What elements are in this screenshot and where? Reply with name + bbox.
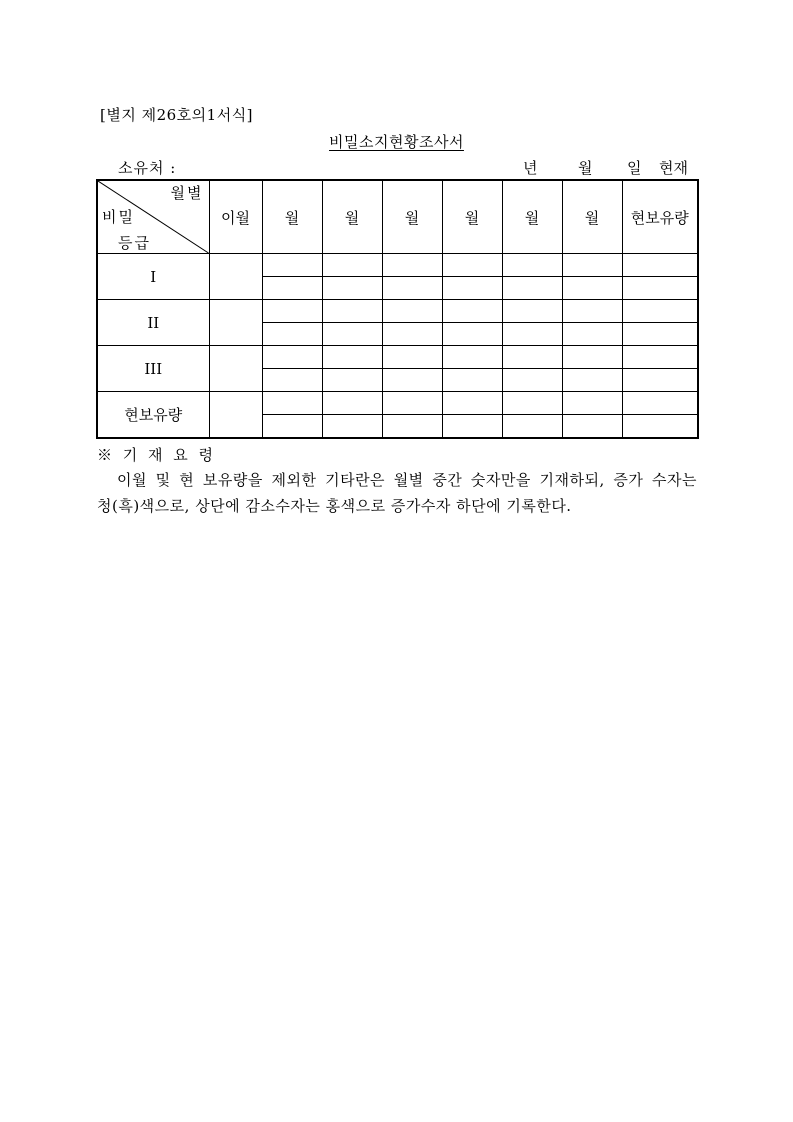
month-cell[interactable] [262, 300, 322, 323]
month-cell[interactable] [502, 392, 562, 415]
month-cell[interactable] [322, 277, 382, 300]
month-cell[interactable] [382, 415, 442, 439]
month-cell[interactable] [562, 254, 622, 277]
holdings-cell[interactable] [622, 415, 698, 439]
month-cell[interactable] [502, 369, 562, 392]
month-cell[interactable] [322, 254, 382, 277]
form-number-label: [별지 제26호의1서식] [100, 106, 254, 124]
month-cell[interactable] [562, 323, 622, 346]
month-header-5: 월 [502, 180, 562, 254]
month-cell[interactable] [442, 346, 502, 369]
instructions-line-2: 청(흑)색으로, 상단에 감소수자는 홍색으로 증가수자 하단에 기록한다. [97, 497, 572, 515]
month-cell[interactable] [502, 277, 562, 300]
month-cell[interactable] [562, 415, 622, 439]
month-header-3: 월 [382, 180, 442, 254]
month-cell[interactable] [562, 392, 622, 415]
month-cell[interactable] [322, 323, 382, 346]
carry-over-cell[interactable] [209, 254, 262, 300]
month-cell[interactable] [502, 323, 562, 346]
corner-header-cell [97, 180, 209, 254]
month-cell[interactable] [502, 300, 562, 323]
holdings-cell[interactable] [622, 392, 698, 415]
month-header-4: 월 [442, 180, 502, 254]
month-cell[interactable] [382, 254, 442, 277]
month-header-1: 월 [262, 180, 322, 254]
month-cell[interactable] [382, 323, 442, 346]
table-row [97, 346, 698, 369]
month-cell[interactable] [262, 369, 322, 392]
month-header-6: 월 [562, 180, 622, 254]
header-row [97, 180, 698, 254]
holdings-cell[interactable] [622, 254, 698, 277]
date-year-label: 년 [523, 159, 538, 177]
holdings-cell[interactable] [622, 369, 698, 392]
holdings-cell[interactable] [622, 300, 698, 323]
month-cell[interactable] [262, 277, 322, 300]
month-cell[interactable] [442, 277, 502, 300]
month-cell[interactable] [562, 300, 622, 323]
month-cell[interactable] [442, 300, 502, 323]
table-row [97, 300, 698, 323]
month-cell[interactable] [382, 300, 442, 323]
carry-over-cell[interactable] [209, 300, 262, 346]
date-day-label: 일 [627, 159, 642, 177]
month-cell[interactable] [442, 392, 502, 415]
month-cell[interactable] [382, 392, 442, 415]
month-cell[interactable] [442, 415, 502, 439]
table-row [97, 254, 698, 277]
month-cell[interactable] [502, 415, 562, 439]
grade-label-cell: I [97, 254, 209, 300]
month-cell[interactable] [382, 369, 442, 392]
holdings-cell[interactable] [622, 277, 698, 300]
month-cell[interactable] [262, 346, 322, 369]
instructions-heading: ※ 기 재 요 령 [97, 446, 217, 464]
grade-label-cell: 현보유량 [97, 392, 209, 439]
month-header-2: 월 [322, 180, 382, 254]
instructions-body [97, 467, 697, 519]
month-cell[interactable] [262, 254, 322, 277]
document-title: 비밀소지현황조사서 [329, 133, 464, 151]
corner-month-label: 월별 [170, 184, 204, 202]
month-cell[interactable] [322, 392, 382, 415]
month-cell[interactable] [322, 300, 382, 323]
month-cell[interactable] [322, 346, 382, 369]
month-cell[interactable] [442, 323, 502, 346]
carry-over-cell[interactable] [209, 346, 262, 392]
table-row [97, 392, 698, 415]
owner-label: 소유처 : [118, 159, 177, 177]
grade-label-cell: III [97, 346, 209, 392]
date-month-label: 월 [578, 159, 593, 177]
grade-label-cell: II [97, 300, 209, 346]
carry-over-header: 이월 [209, 180, 262, 254]
holdings-cell[interactable] [622, 346, 698, 369]
month-cell[interactable] [502, 254, 562, 277]
month-cell[interactable] [382, 277, 442, 300]
month-cell[interactable] [262, 323, 322, 346]
corner-grade-label: 등급 [118, 234, 151, 252]
month-cell[interactable] [382, 346, 442, 369]
classified-holdings-table [96, 179, 699, 439]
month-cell[interactable] [562, 277, 622, 300]
current-holdings-header: 현보유량 [622, 180, 698, 254]
instructions-line-1: 이월 및 현 보유량을 제외한 기타란은 월별 중간 숫자만을 기재하되, 증가 수자는 [117, 471, 697, 489]
month-cell[interactable] [322, 415, 382, 439]
month-cell[interactable] [262, 392, 322, 415]
month-cell[interactable] [562, 346, 622, 369]
date-as-of-label: 현재 [659, 159, 688, 177]
holdings-cell[interactable] [622, 323, 698, 346]
month-cell[interactable] [442, 369, 502, 392]
month-cell[interactable] [562, 369, 622, 392]
carry-over-cell[interactable] [209, 392, 262, 439]
month-cell[interactable] [502, 346, 562, 369]
month-cell[interactable] [322, 369, 382, 392]
month-cell[interactable] [262, 415, 322, 439]
corner-secret-label: 비밀 [102, 208, 135, 226]
month-cell[interactable] [442, 254, 502, 277]
